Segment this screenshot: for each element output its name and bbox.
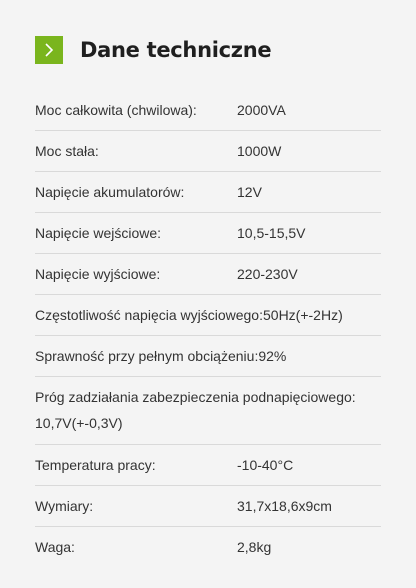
spec-row-output-frequency xyxy=(35,295,381,336)
spec-value: 12V xyxy=(237,184,262,200)
spec-row-output-voltage xyxy=(35,254,381,295)
spec-label: Próg zadziałania zabezpieczenia podnapięciowego: xyxy=(35,389,356,405)
spec-label: Napięcie wejściowe: xyxy=(35,225,162,241)
spec-label: Waga: xyxy=(35,539,75,555)
spec-value: -10-40°C xyxy=(237,457,294,473)
spec-label: Moc całkowita (chwilowa): xyxy=(35,102,197,118)
spec-row-total-power xyxy=(35,90,381,131)
spec-row-efficiency xyxy=(35,336,381,377)
spec-label: Temperatura pracy: xyxy=(35,457,156,473)
spec-row-battery-voltage xyxy=(35,172,381,213)
spec-value: 31,7x18,6x9cm xyxy=(237,498,332,514)
section-header xyxy=(35,36,271,64)
spec-value: 2000VA xyxy=(237,102,286,118)
spec-label: Moc stała: xyxy=(35,143,99,159)
section-title: Dane techniczne xyxy=(80,38,272,62)
spec-value: 1000W xyxy=(237,143,282,159)
spec-label: Napięcie akumulatorów: xyxy=(35,184,185,200)
spec-row-weight xyxy=(35,527,381,567)
chevron-right-icon xyxy=(35,36,63,64)
spec-value: 10,5-15,5V xyxy=(237,225,306,241)
spec-value: 50Hz(+-2Hz) xyxy=(263,307,343,323)
spec-label: Napięcie wyjściowe: xyxy=(35,266,161,282)
spec-table xyxy=(35,90,381,567)
spec-row-operating-temperature xyxy=(35,445,381,486)
spec-value: 2,8kg xyxy=(237,539,272,555)
spec-value: 10,7V(+-0,3V) xyxy=(35,415,123,431)
spec-label: Częstotliwość napięcia wyjściowego: xyxy=(35,307,263,323)
spec-row-undervoltage-threshold xyxy=(35,377,381,445)
spec-row-input-voltage xyxy=(35,213,381,254)
spec-value: 92% xyxy=(258,348,287,364)
spec-row-constant-power xyxy=(35,131,381,172)
spec-label: Sprawność przy pełnym obciążeniu: xyxy=(35,348,259,364)
spec-row-dimensions xyxy=(35,486,381,527)
spec-value: 220-230V xyxy=(237,266,298,282)
spec-label: Wymiary: xyxy=(35,498,94,514)
